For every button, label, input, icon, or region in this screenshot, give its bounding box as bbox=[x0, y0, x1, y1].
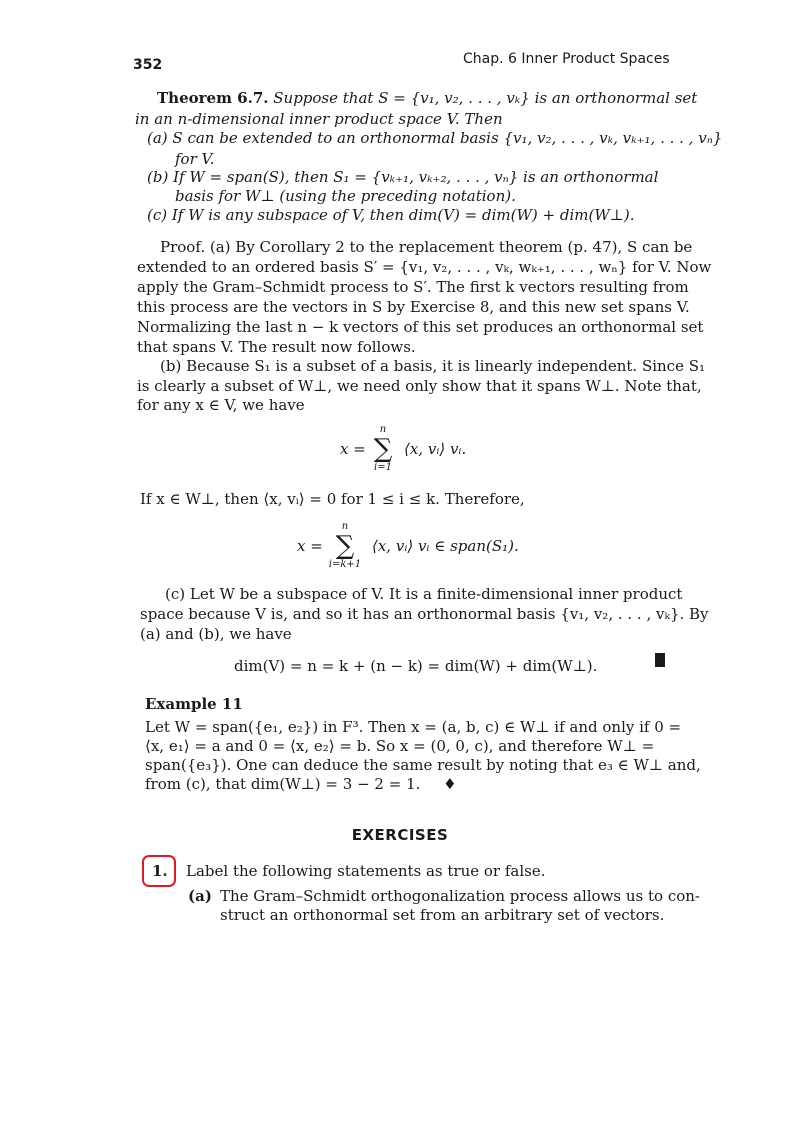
eq1-rhs: ⟨x, vᵢ⟩ vᵢ. bbox=[404, 440, 467, 458]
theorem-text: Suppose that S = {v₁, v₂, . . . , vₖ} is an orthonormal set bbox=[273, 89, 698, 107]
proof-line-4: this process are the vectors in S by Exercise 8, and this new set spans V. bbox=[137, 298, 690, 316]
theorem-part-c: (c) If W is any subspace of V, then dim(V) = dim(W) + dim(W⊥). bbox=[147, 206, 635, 224]
proof-line-10: If x ∈ W⊥, then ⟨x, vᵢ⟩ = 0 for 1 ≤ i ≤ k. Therefore, bbox=[140, 490, 525, 508]
example-end-icon: ♦ bbox=[443, 775, 457, 793]
exercise-1-text: Label the following statements as true or false. bbox=[186, 862, 546, 880]
example-line-4 bbox=[145, 775, 457, 793]
example-line-4-text: from (c), that dim(W⊥) = 3 − 2 = 1. bbox=[145, 775, 421, 793]
theorem-line-1 bbox=[157, 89, 697, 107]
eq2-lower-limit: i=k+1 bbox=[328, 559, 362, 570]
example-line-3: span({e₃}). One can deduce the same result by noting that e₃ ∈ W⊥ and, bbox=[145, 756, 701, 774]
running-header: Chap. 6 Inner Product Spaces bbox=[463, 51, 670, 67]
qed-mark bbox=[655, 653, 665, 667]
example-title: Example 11 bbox=[145, 695, 243, 713]
proof-line-6: that spans V. The result now follows. bbox=[137, 338, 416, 356]
theorem-part-b-cont: basis for W⊥ (using the preceding notation). bbox=[175, 187, 516, 205]
exercise-1a-line-1: The Gram–Schmidt orthogonalization process allows us to con- bbox=[220, 887, 700, 905]
proof-line-5: Normalizing the last n − k vectors of this set produces an orthonormal set bbox=[137, 318, 704, 336]
eq1-lhs: x = bbox=[340, 440, 366, 458]
proof-line-2: extended to an ordered basis S′ = {v₁, v₂, . . . , vₖ, wₖ₊₁, . . . , wₙ} for V. Now bbox=[137, 258, 712, 276]
exercise-1a-line-2: struct an orthonormal set from an arbitrary set of vectors. bbox=[220, 906, 665, 924]
proof-line-1: Proof. (a) By Corollary 2 to the replacement theorem (p. 47), S can be bbox=[160, 238, 693, 256]
proof-line-13: (a) and (b), we have bbox=[140, 625, 292, 643]
example-line-1: Let W = span({e₁, e₂}) in F³. Then x = (a, b, c) ∈ W⊥ if and only if 0 = bbox=[145, 718, 682, 736]
eq2-lhs: x = bbox=[297, 537, 323, 555]
eq1-sigma: ∑ bbox=[373, 434, 393, 464]
eq2-upper-limit: n bbox=[341, 521, 349, 532]
exercise-1a-label: (a) bbox=[188, 887, 212, 905]
proof-line-11: (c) Let W be a subspace of V. It is a finite-dimensional inner product bbox=[165, 585, 683, 603]
proof-line-12: space because V is, and so it has an orthonormal basis {v₁, v₂, . . . , vₖ}. By bbox=[140, 605, 709, 623]
theorem-part-b: (b) If W = span(S), then S₁ = {vₖ₊₁, vₖ₊₂, . . . , vₙ} is an orthonormal bbox=[147, 168, 659, 186]
eq2-sum bbox=[322, 521, 368, 571]
page-number: 352 bbox=[133, 57, 163, 73]
theorem-part-a: (a) S can be extended to an orthonormal basis {v₁, v₂, . . . , vₖ, vₖ₊₁, . . . , vₙ} bbox=[147, 129, 723, 147]
eq1-upper-limit: n bbox=[379, 424, 387, 435]
proof-line-8: is clearly a subset of W⊥, we need only show that it spans W⊥. Note that, bbox=[137, 377, 702, 395]
theorem-label: Theorem 6.7. bbox=[157, 89, 269, 107]
proof-line-7: (b) Because S₁ is a subset of a basis, it is linearly independent. Since S₁ bbox=[160, 357, 706, 375]
proof-line-9: for any x ∈ V, we have bbox=[137, 396, 305, 414]
eq2-rhs: ⟨x, vᵢ⟩ vᵢ ∈ span(S₁). bbox=[372, 537, 519, 555]
example-line-2: ⟨x, e₁⟩ = a and 0 = ⟨x, e₂⟩ = b. So x = (0, 0, c), and therefore W⊥ = bbox=[145, 737, 655, 755]
exercises-heading: EXERCISES bbox=[351, 826, 449, 844]
exercise-number: 1. bbox=[152, 862, 168, 880]
theorem-line-2: in an n-dimensional inner product space V. Then bbox=[135, 110, 503, 128]
eq2-sigma: ∑ bbox=[335, 531, 355, 561]
theorem-part-a-cont: for V. bbox=[175, 150, 215, 168]
eq1-lower-limit: i=1 bbox=[374, 462, 392, 473]
proof-line-3: apply the Gram–Schmidt process to S′. The first k vectors resulting from bbox=[137, 278, 689, 296]
eq3: dim(V) = n = k + (n − k) = dim(W) + dim(W⊥). bbox=[234, 657, 598, 675]
exercise-1a bbox=[188, 887, 212, 905]
eq1-sum bbox=[366, 424, 400, 474]
